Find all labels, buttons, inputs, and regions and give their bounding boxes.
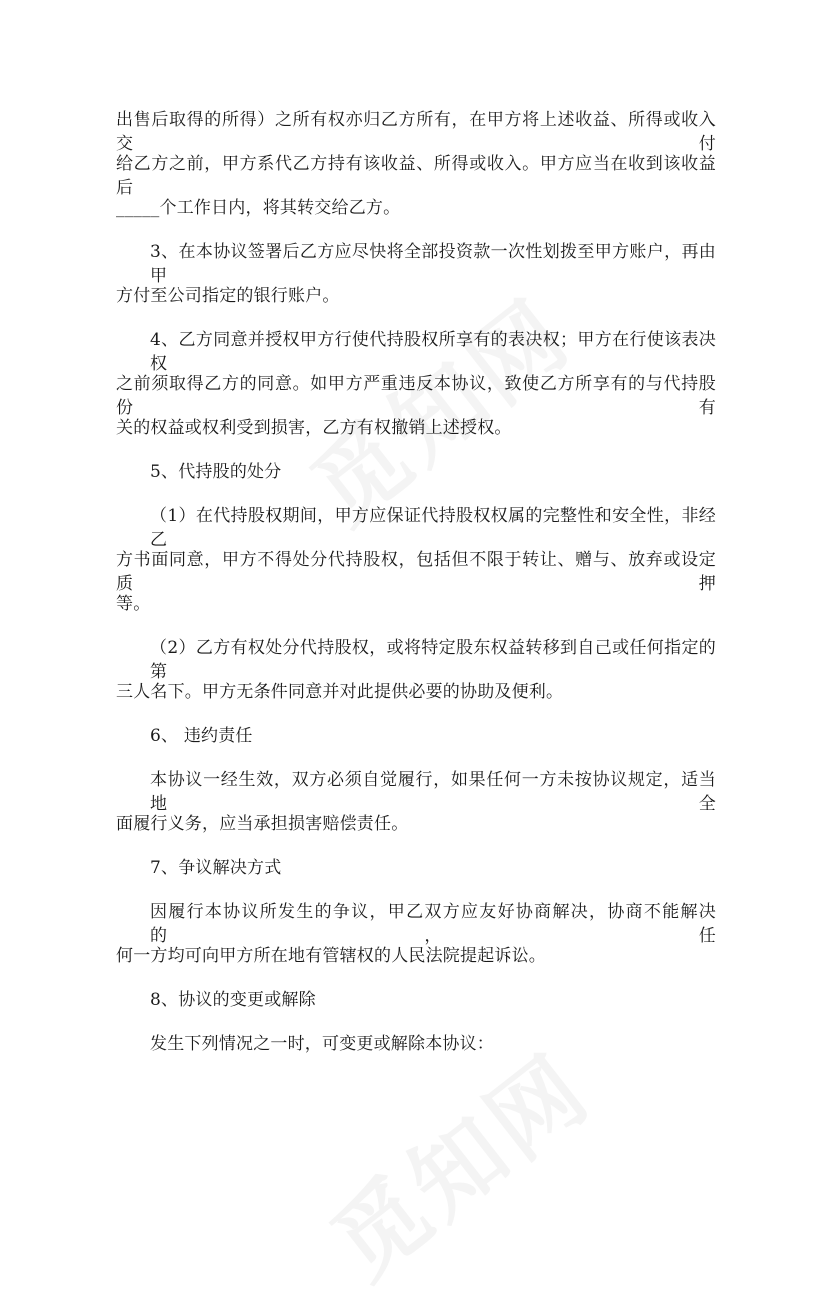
clause-3-line: 3、在本协议签署后乙方应尽快将全部投资款一次性划拨至甲方账户，再由甲 <box>150 242 716 286</box>
clause-4-line: 之前须取得乙方的同意。如甲方严重违反本协议，致使乙方所享有的与代持股份有 <box>116 374 716 418</box>
clause-7-line: 何一方均可向甲方所在地有管辖权的人民法院提起诉讼。 <box>116 946 546 966</box>
sub-clause-2-line: （2）乙方有权处分代持股权，或将特定股东权益转移到自己或任何指定的第 <box>150 638 716 682</box>
paragraph-line: 出售后取得的所得）之所有权亦归乙方所有，在甲方将上述收益、所得或收入交付 <box>116 110 716 154</box>
sub-clause-1-line: 等。 <box>116 594 151 614</box>
paragraph-line: _____个工作日内，将其转交给乙方。 <box>116 198 401 218</box>
watermark <box>301 1018 614 1303</box>
paragraph-line: 给乙方之前，甲方系代乙方持有该收益、所得或收入。甲方应当在收到该收益后 <box>116 154 716 198</box>
clause-6-line: 本协议一经生效，双方必须自觉履行，如果任何一方未按协议规定，适当地全 <box>150 770 716 814</box>
section-heading: 6、 违约责任 <box>150 726 253 746</box>
clause-8-line: 发生下列情况之一时，可变更或解除本协议： <box>150 1034 494 1054</box>
clause-4-line: 4、乙方同意并授权甲方行使代持股权所享有的表决权；甲方在行使该表决权 <box>150 330 716 374</box>
clause-6-line: 面履行义务，应当承担损害赔偿责任。 <box>116 814 409 834</box>
section-heading: 7、争议解决方式 <box>150 858 282 878</box>
sub-clause-1-line: 方书面同意，甲方不得处分代持股权，包括但不限于转让、赠与、放弃或设定质押 <box>116 550 716 594</box>
section-heading: 8、协议的变更或解除 <box>150 990 316 1010</box>
sub-clause-1-line: （1）在代持股权期间，甲方应保证代持股权权属的完整性和安全性，非经乙 <box>150 506 716 550</box>
clause-4-line: 关的权益或权利受到损害，乙方有权撤销上述授权。 <box>116 418 512 438</box>
clause-3-line: 方付至公司指定的银行账户。 <box>116 286 340 306</box>
clause-7-line: 因履行本协议所发生的争议，甲乙双方应友好协商解决，协商不能解决的，任 <box>150 902 716 946</box>
sub-clause-2-line: 三人名下。甲方无条件同意并对此提供必要的协助及便利。 <box>116 682 564 702</box>
section-heading: 5、代持股的处分 <box>150 462 282 482</box>
